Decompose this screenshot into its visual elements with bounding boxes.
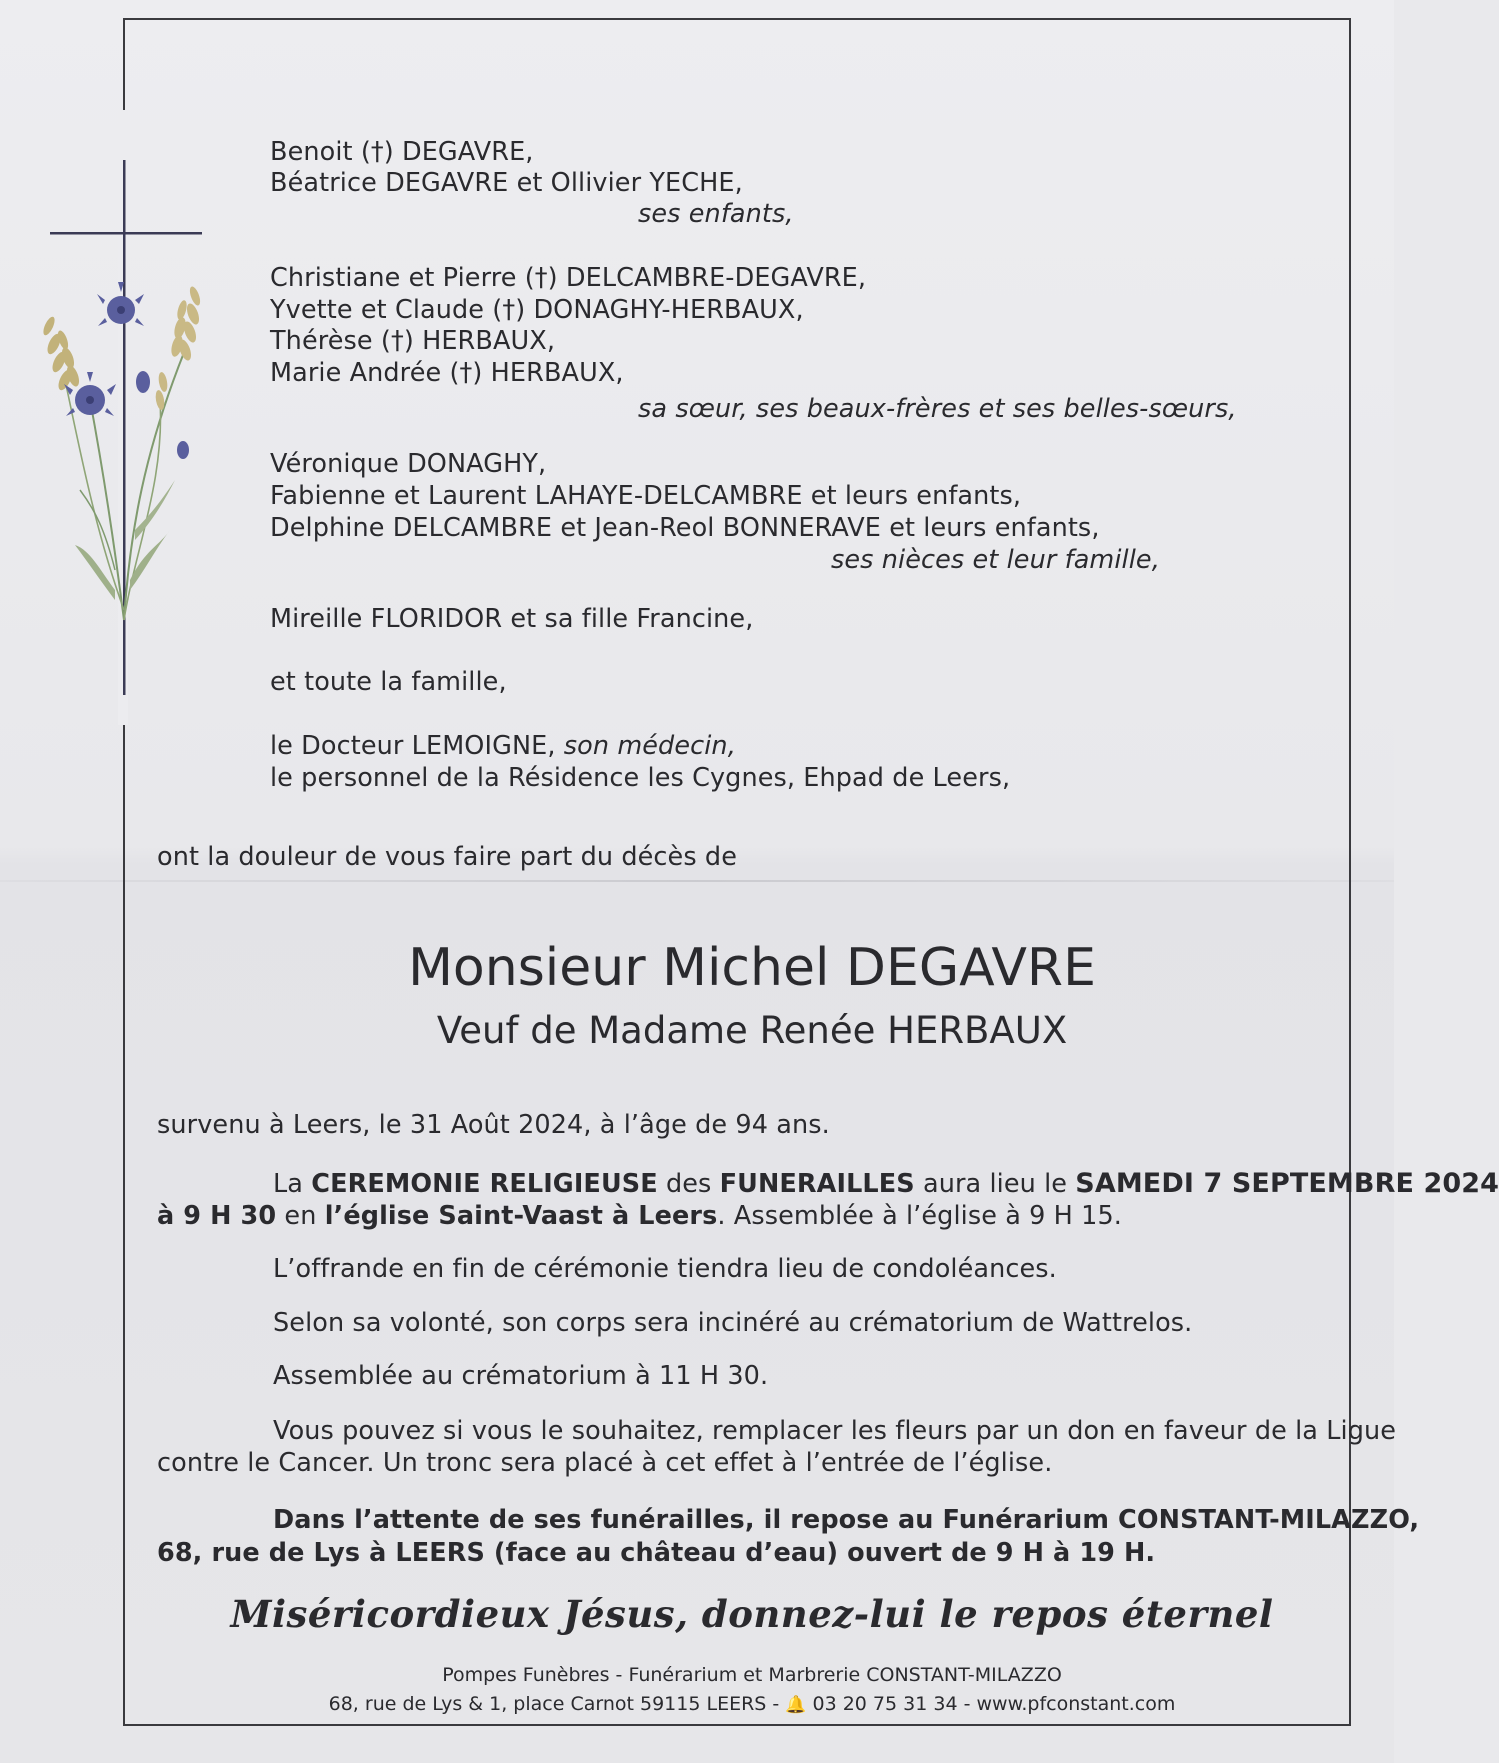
niece-line-1: Véronique DONAGHY, <box>270 449 547 479</box>
death-line: survenu à Leers, le 31 Août 2024, à l’âge de 94 ans. <box>157 1110 830 1140</box>
sibling-line-4: Marie Andrée (†) HERBAUX, <box>270 358 624 388</box>
ceremony-text-5: . Assemblée à l’église à 9 H 15. <box>717 1201 1123 1231</box>
ceremony-place: l’église Saint-Vaast à Leers <box>324 1201 718 1231</box>
staff-line: le personnel de la Résidence les Cygnes, Ehpad de Leers, <box>270 763 1011 793</box>
niece-line-2: Fabienne et Laurent LAHAYE-DELCAMBRE et leurs enfants, <box>270 481 1022 511</box>
ceremony-text-4: en <box>276 1201 325 1231</box>
sibling-line-2: Yvette et Claude (†) DONAGHY-HERBAUX, <box>270 295 804 325</box>
siblings-role: sa sœur, ses beaux-frères et ses belles-sœurs, <box>638 394 1237 424</box>
ceremony-funerailles: FUNERAILLES <box>719 1169 915 1199</box>
cross-with-cornflowers-and-wheat-icon <box>35 150 225 710</box>
cremation-line: Selon sa volonté, son corps sera incinéré au crématorium de Wattrelos. <box>273 1308 1193 1338</box>
sibling-line-3: Thérèse (†) HERBAUX, <box>270 326 556 356</box>
doctor-name: le Docteur LEMOIGNE, <box>270 731 556 761</box>
nieces-role: ses nièces et leur famille, <box>831 545 1160 575</box>
doctor-line <box>270 731 736 761</box>
funerarium-line-1: Dans l’attente de ses funérailles, il repose au Funérarium CONSTANT-MILAZZO, <box>273 1505 1420 1535</box>
friend-line: Mireille FLORIDOR et sa fille Francine, <box>270 604 754 634</box>
assembly-line: Assemblée au crématorium à 11 H 30. <box>273 1361 769 1391</box>
footer-web: www.pfconstant.com <box>976 1693 1176 1715</box>
donation-line-2: contre le Cancer. Un tronc sera placé à cet effet à l’entrée de l’église. <box>157 1448 1053 1478</box>
children-role: ses enfants, <box>638 199 794 229</box>
ceremony-line-2 <box>157 1201 1122 1231</box>
ceremony-text-2: des <box>657 1169 720 1199</box>
ceremony-religious: CEREMONIE RELIGIEUSE <box>311 1169 658 1199</box>
footer-address-line <box>0 1693 1394 1715</box>
footer-separator: - <box>957 1693 977 1715</box>
donation-line-1: Vous pouvez si vous le souhaitez, remplacer les fleurs par un don en faveur de la Ligue <box>273 1416 1397 1446</box>
family-line: et toute la famille, <box>270 667 507 697</box>
deceased-name: Monsieur Michel DEGAVRE <box>408 938 1096 998</box>
child-line-2: Béatrice DEGAVRE et Ollivier YECHE, <box>270 168 743 198</box>
footer-company: Pompes Funèbres - Funérarium et Marbrerie CONSTANT-MILAZZO <box>442 1664 1062 1686</box>
footer-phone: 03 20 75 31 34 <box>812 1693 958 1715</box>
doctor-role: son médecin, <box>563 731 736 761</box>
ceremony-text-3: aura lieu le <box>914 1169 1076 1199</box>
announce-line: ont la douleur de vous faire part du décès de <box>157 842 737 872</box>
ceremony-date: SAMEDI 7 SEPTEMBRE 2024 <box>1075 1168 1499 1199</box>
ceremony-time: à 9 H 30 <box>157 1201 277 1231</box>
sibling-line-1: Christiane et Pierre (†) DELCAMBRE-DEGAVRE, <box>270 263 867 293</box>
ceremony-line-1 <box>273 1168 1499 1199</box>
prayer-line: Miséricordieux Jésus, donnez-lui le repos éternel <box>230 1592 1274 1636</box>
niece-line-3: Delphine DELCAMBRE et Jean-Reol BONNERAVE et leurs enfants, <box>270 513 1100 543</box>
bell-icon: 🔔 <box>785 1695 807 1715</box>
offering-line: L’offrande en fin de cérémonie tiendra lieu de condoléances. <box>273 1254 1057 1284</box>
funerarium-line-2: 68, rue de Lys à LEERS (face au château d’eau) ouvert de 9 H à 19 H. <box>157 1538 1156 1568</box>
footer-address: 68, rue de Lys & 1, place Carnot 59115 LEERS - <box>328 1693 786 1715</box>
ceremony-text-1: La <box>273 1169 312 1199</box>
deceased-subtitle: Veuf de Madame Renée HERBAUX <box>436 1009 1068 1052</box>
child-line-1: Benoit (†) DEGAVRE, <box>270 137 534 167</box>
